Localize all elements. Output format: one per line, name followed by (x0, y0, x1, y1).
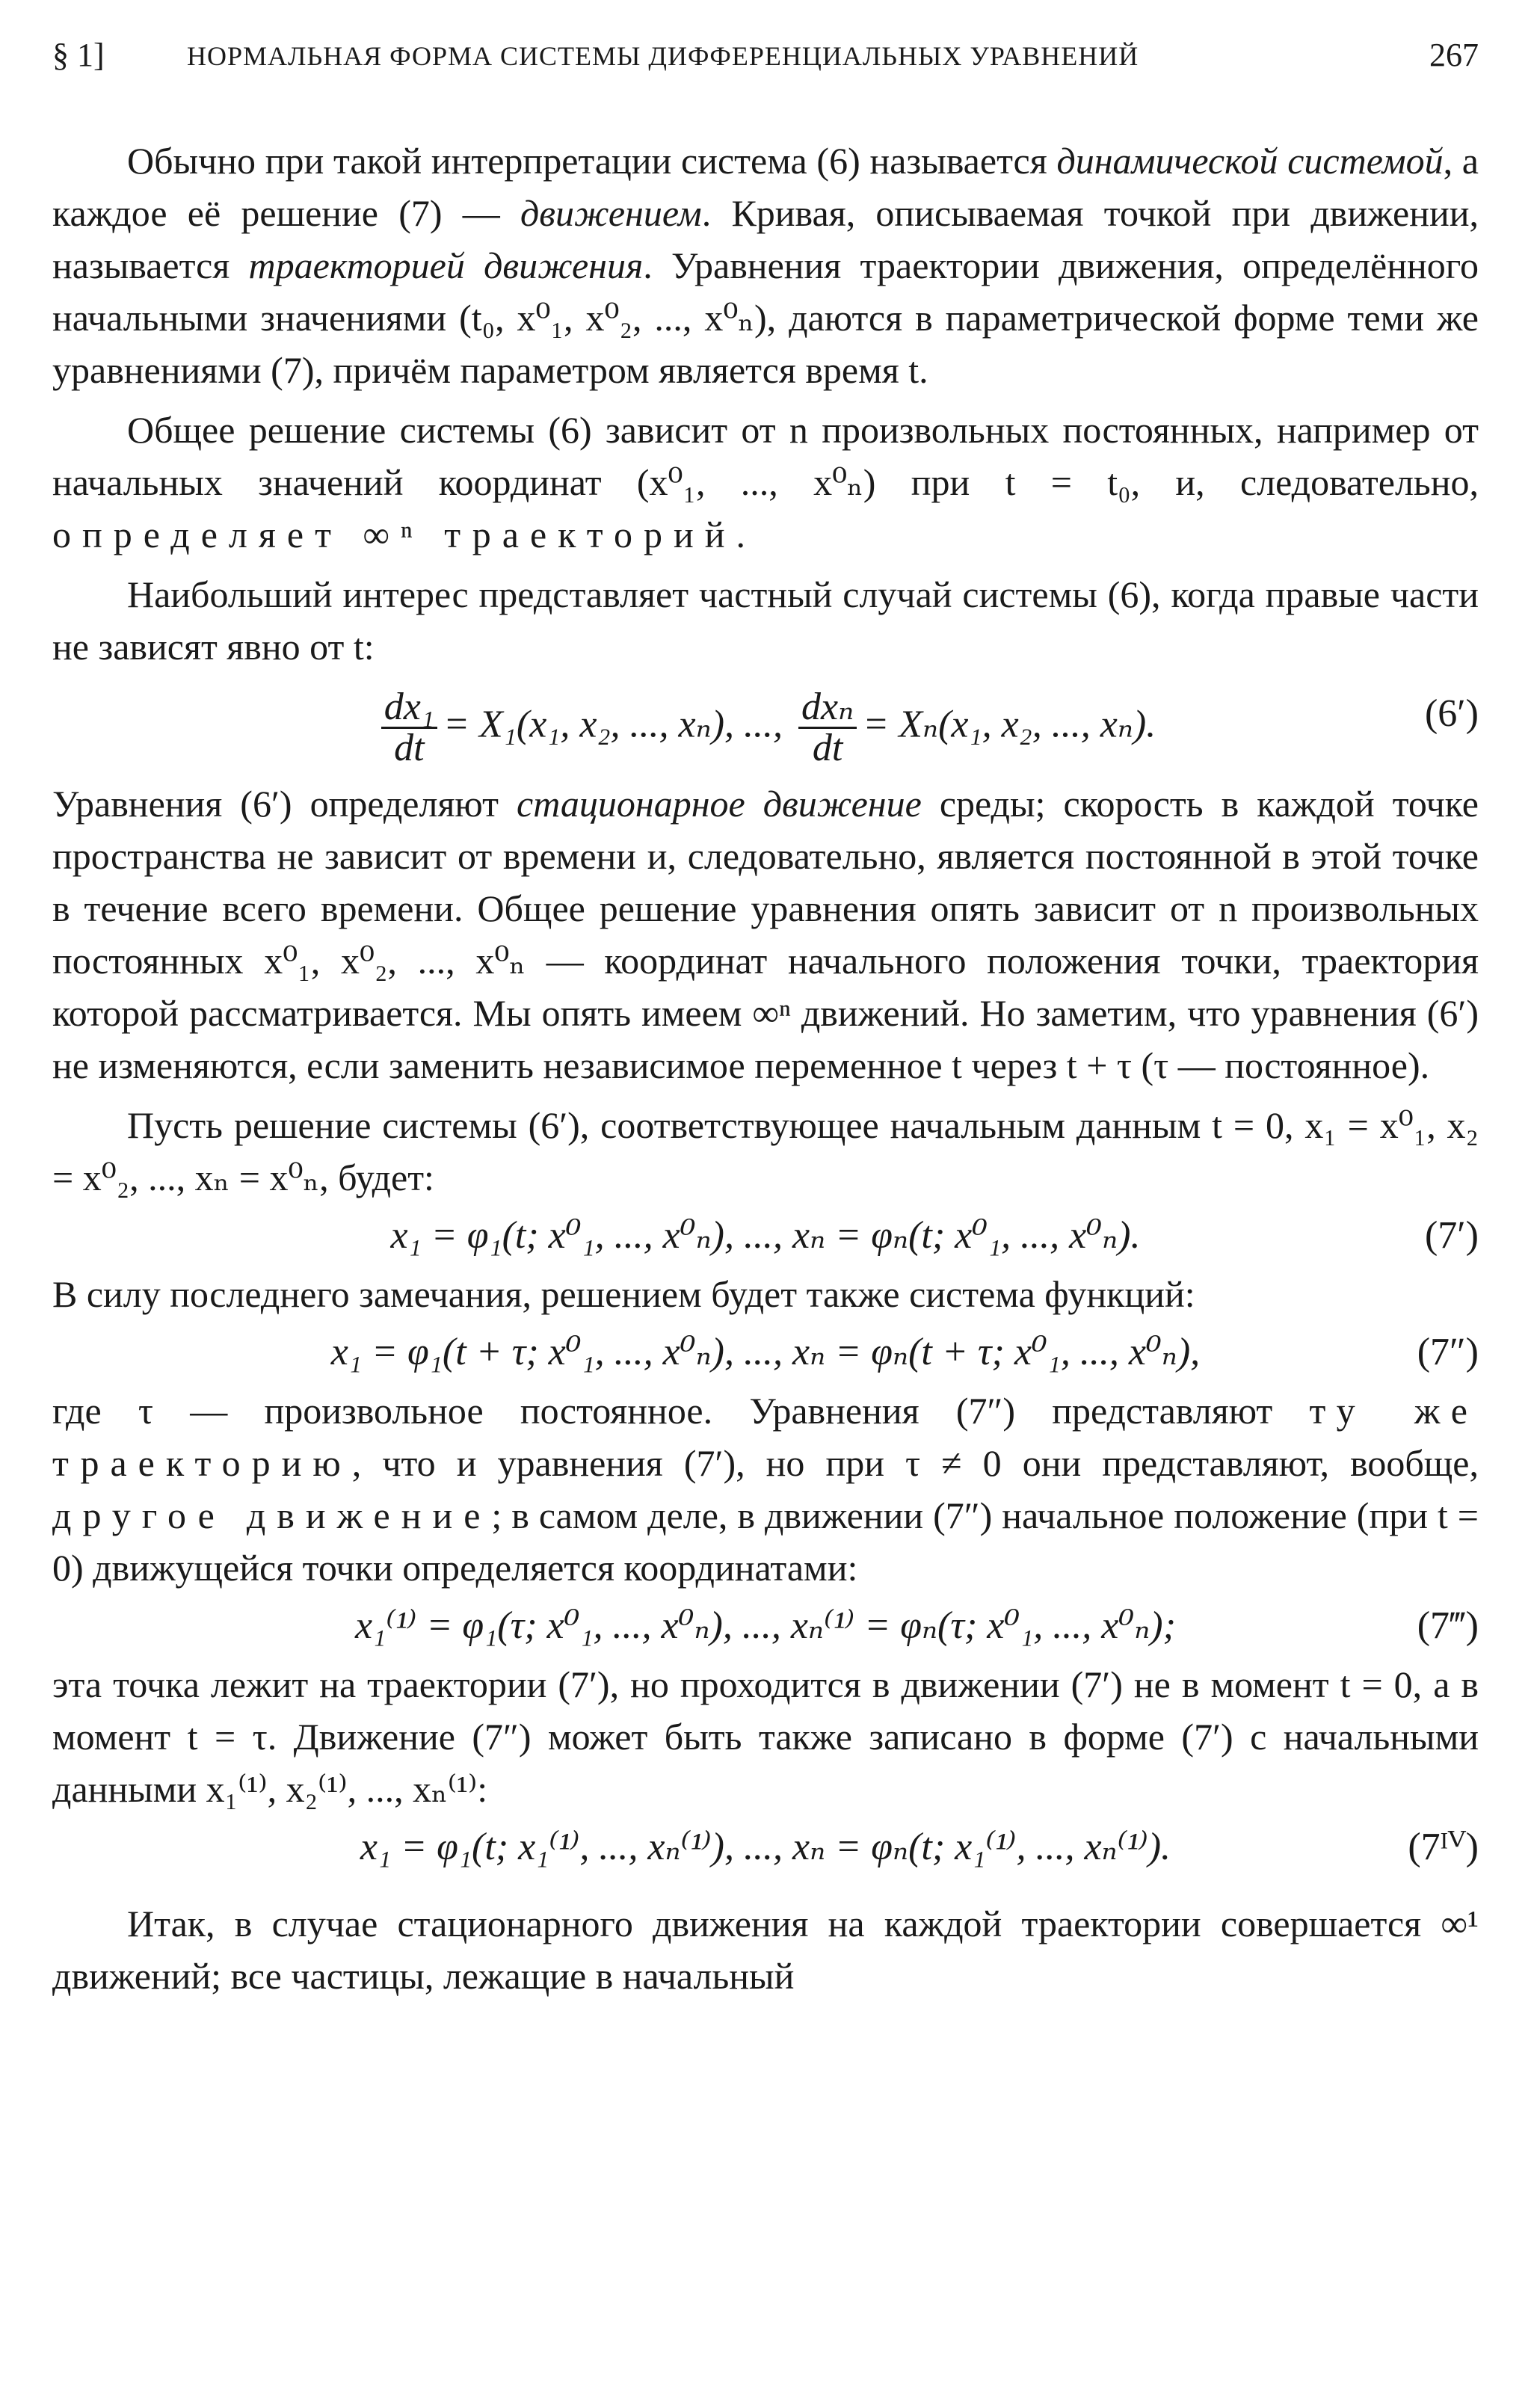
equation-tag: (7′) (1424, 1214, 1479, 1257)
paragraph-remark: В силу последнего замечания, решением будет также система функций: (52, 1273, 1195, 1315)
paragraph-same-trajectory: где τ — произвольное постоянное. Уравнения (7″) представляют ту же траекторию, что и уравнения (7′), но при τ ≠ 0 они представляют, вообще, другое движение; в самом деле, в движении (7″) начальное положение (при t = 0) движущейся точки определяется координатами: (52, 1390, 1479, 1589)
paragraph-general-solution: Общее решение системы (6) зависит от n произвольных постоянных, например от начальных значений координат (x⁰₁, ..., x⁰ₙ) при t = t₀, и, следовательно, определяет ∞ⁿ траекторий. (52, 409, 1479, 555)
paragraph-solution-7prime: Пусть решение системы (6′), соответствующее начальным данным t = 0, x₁ = x⁰₁, x₂ = x⁰₂, ..., xₙ = x⁰ₙ, будет: (52, 1104, 1479, 1198)
fraction-dx1-dt: $\frac{\text{dx₁}}{dt}$ (381, 688, 437, 768)
equation-7-iv: x₁ = φ₁(t; x₁⁽¹⁾, ..., xₙ⁽¹⁾), ..., xₙ = φₙ(t; x₁⁽¹⁾, ..., xₙ⁽¹⁾). (7ᴵⱽ) (52, 1815, 1479, 1879)
paragraph-dynamic-system: Обычно при такой интерпретации система (6) называется динамической системой, а каждое её решение (7) — движением. Кривая, описываемая точкой при движении, называется траекторией движения. Уравнения траектории движения, определённого начальными значениями (t₀, x⁰₁, x⁰₂, ..., x⁰ₙ), даются в параметрической форме теми же уравнениями (7), причём параметром является время t. (52, 140, 1479, 391)
fraction-dxn-dt: $\frac{\text{dxₙ}}{dt}$ (798, 688, 857, 768)
running-header (52, 36, 1479, 88)
equation-tag: (7″) (1417, 1331, 1479, 1373)
paragraph-conclusion: Итак, в случае стационарного движения на каждой траектории совершается ∞¹ движений; все частицы, лежащие в начальный (52, 1903, 1479, 1997)
equation-7-prime: x₁ = φ₁(t; x⁰₁, ..., x⁰ₙ), ..., xₙ = φₙ(t; x⁰₁, ..., x⁰ₙ). (7′) (52, 1204, 1479, 1268)
page-body (52, 135, 1479, 2002)
page-number: 267 (1429, 37, 1479, 73)
equation-tag: (7ᴵⱽ) (1408, 1826, 1479, 1868)
equation-tag: (7‴) (1417, 1604, 1479, 1647)
equation-6-prime: $\frac{\text{dx₁}}{dt}$ = X₁(x₁, x₂, ..., xₙ), ..., $\frac{\text{dxₙ}}{dt}$ = Xₙ(x₁, x₂, ..., xₙ). (6′) (52, 673, 1479, 770)
paragraph-stationary-motion: Уравнения (6′) определяют стационарное движение среды; скорость в каждой точке пространства не зависит от времени и, следовательно, является постоянной в этой точке в течение всего времени. Общее решение уравнения опять зависит от n произвольных постоянных x⁰₁, x⁰₂, ..., x⁰ₙ — координат начального положения точки, траектория которой рассматривается. Мы опять имеем ∞ⁿ движений. Но заметим, что уравнения (6′) не изменяются, если заменить независимое переменное t через t + τ (τ — постоянное). (52, 783, 1479, 1086)
running-title: НОРМАЛЬНАЯ ФОРМА СИСТЕМЫ ДИФФЕРЕНЦИАЛЬНЫХ УРАВНЕНИЙ (187, 41, 1139, 71)
paragraph-point-on-trajectory: эта точка лежит на траектории (7′), но проходится в движении (7′) не в момент t = 0, а в момент t = τ. Движение (7″) может быть также записано в форме (7′) с начальными данными x₁⁽¹⁾, x₂⁽¹⁾, ..., xₙ⁽¹⁾: (52, 1663, 1479, 1810)
section-mark: § 1] (52, 37, 105, 73)
equation-tag: (6′) (1424, 692, 1479, 735)
paragraph-autonomous-case: Наибольший интерес представляет частный случай системы (6), когда правые части не зависят явно от t: (52, 573, 1479, 668)
equation-7-triple-prime: x₁⁽¹⁾ = φ₁(τ; x⁰₁, ..., x⁰ₙ), ..., xₙ⁽¹⁾ = φₙ(τ; x⁰₁, ..., x⁰ₙ); (7‴) (52, 1594, 1479, 1658)
equation-7-double-prime: x₁ = φ₁(t + τ; x⁰₁, ..., x⁰ₙ), ..., xₙ = φₙ(t + τ; x⁰₁, ..., x⁰ₙ), (7″) (52, 1320, 1479, 1385)
